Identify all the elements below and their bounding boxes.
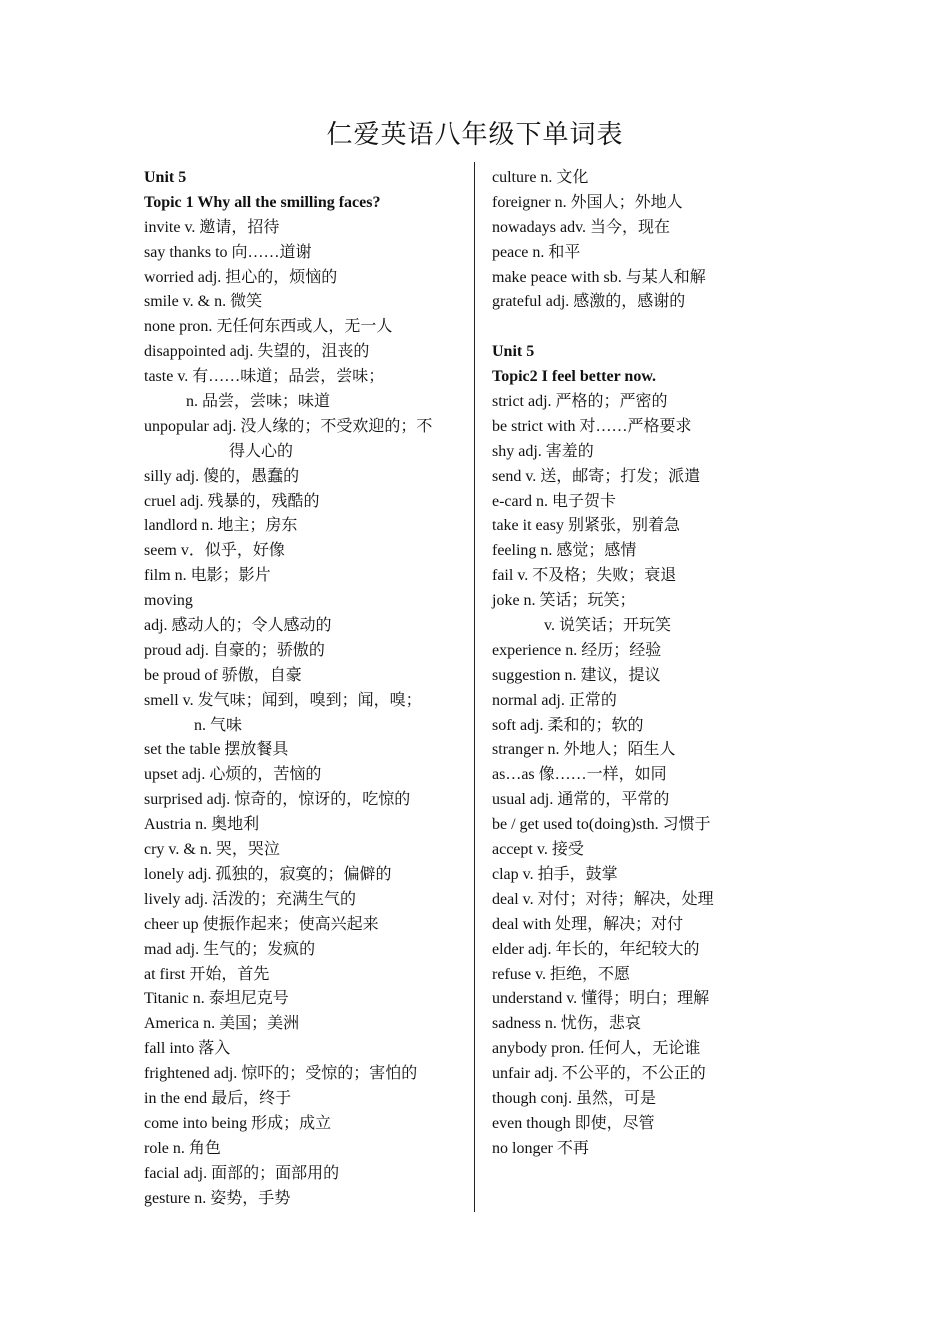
vocab-entry: smile v. & n. 微笑 [144, 293, 263, 311]
vocab-entry: disappointed adj. 失望的，沮丧的 [144, 343, 370, 361]
right-column [492, 166, 792, 1162]
vocab-entry: cheer up 使振作起来；使高兴起来 [144, 915, 379, 933]
column-divider [474, 162, 475, 1212]
vocab-entry: lively adj. 活泼的；充满生气的 [144, 890, 356, 908]
page-title: 仁爱英语八年级下单词表 [326, 120, 624, 150]
vocab-entry: feeling n. 感觉；感情 [492, 542, 637, 560]
vocab-entry: deal v. 对付；对待；解决，处理 [492, 890, 714, 908]
section-heading: Unit 5 [144, 169, 187, 186]
vocab-entry: taste v. 有……味道；品尝，尝味； [144, 368, 385, 386]
vocab-entry: understand v. 懂得；明白；理解 [492, 990, 710, 1008]
blank-line [492, 315, 792, 340]
vocab-entry: unfair adj. 不公平的，不公正的 [492, 1065, 706, 1083]
vocab-entry: n. 气味 [194, 716, 243, 734]
vocab-entry: America n. 美国；美洲 [144, 1015, 300, 1033]
vocab-entry: suggestion n. 建议，提议 [492, 666, 661, 684]
vocab-entry: nowadays adv. 当今，现在 [492, 218, 671, 236]
vocab-entry: make peace with sb. 与某人和解 [492, 268, 706, 286]
vocab-entry: unpopular adj. 没人缘的；不受欢迎的；不 [144, 417, 433, 435]
vocab-entry: stranger n. 外地人；陌生人 [492, 741, 676, 759]
section-heading: Topic 1 Why all the smilling faces? [144, 193, 381, 211]
vocab-entry: frightened adj. 惊吓的；受惊的；害怕的 [144, 1065, 418, 1083]
vocab-entry: 得人心的 [229, 442, 294, 460]
vocab-entry: send v. 送，邮寄；打发；派遣 [492, 467, 701, 485]
vocab-entry: none pron. 无任何东西或人，无一人 [144, 318, 393, 336]
vocab-entry: strict adj. 严格的；严密的 [492, 393, 668, 411]
vocab-entry: cry v. & n. 哭，哭泣 [144, 841, 280, 859]
vocab-entry: seem v．似乎，好像 [144, 542, 285, 560]
vocab-entry: normal adj. 正常的 [492, 691, 617, 709]
vocab-entry: take it easy 别紧张，别着急 [492, 517, 680, 535]
vocab-entry: smell v. 发气味；闻到，嗅到；闻，嗅； [144, 691, 422, 709]
vocab-entry: say thanks to 向……道谢 [144, 243, 312, 261]
vocab-entry: as…as 像……一样，如同 [492, 766, 667, 784]
vocab-entry: no longer 不再 [492, 1139, 589, 1157]
left-column [144, 166, 466, 1211]
vocab-entry: facial adj. 面部的；面部用的 [144, 1164, 340, 1182]
vocab-entry: v. 说笑话；开玩笑 [544, 617, 671, 635]
vocab-entry: silly adj. 傻的，愚蠢的 [144, 467, 300, 485]
vocab-entry: peace n. 和平 [492, 243, 581, 261]
vocab-entry: anybody pron. 任何人，无论谁 [492, 1040, 701, 1058]
vocab-entry: though conj. 虽然，可是 [492, 1089, 656, 1107]
vocab-entry: worried adj. 担心的，烦恼的 [144, 268, 338, 286]
vocab-entry: upset adj. 心烦的，苦恼的 [144, 766, 322, 784]
vocab-entry: film n. 电影；影片 [144, 567, 271, 585]
vocab-entry: deal with 处理，解决；对付 [492, 915, 684, 933]
vocab-entry: grateful adj. 感激的，感谢的 [492, 293, 686, 311]
vocab-entry: adj. 感动人的；令人感动的 [144, 617, 332, 635]
vocab-entry: accept v. 接受 [492, 841, 584, 859]
vocab-entry: role n. 角色 [144, 1139, 221, 1157]
vocab-entry: fall into 落入 [144, 1040, 231, 1058]
vocab-entry: shy adj. 害羞的 [492, 442, 594, 460]
vocab-entry: refuse v. 拒绝，不愿 [492, 965, 631, 983]
vocab-entry: n. 品尝，尝味；味道 [186, 393, 331, 411]
vocab-entry: gesture n. 姿势，手势 [144, 1189, 291, 1207]
section-heading: Topic2 I feel better now. [492, 368, 656, 386]
section-heading: Unit 5 [492, 343, 535, 361]
vocab-entry: fail v. 不及格；失败；衰退 [492, 567, 677, 585]
vocab-entry: foreigner n. 外国人；外地人 [492, 193, 683, 211]
vocab-entry: cruel adj. 残暴的，残酷的 [144, 492, 320, 510]
vocab-entry: invite v. 邀请，招待 [144, 218, 280, 236]
vocab-entry: elder adj. 年长的，年纪较大的 [492, 940, 700, 958]
vocab-entry: culture n. 文化 [492, 169, 589, 186]
vocab-entry: soft adj. 柔和的；软的 [492, 716, 644, 734]
vocab-entry: Austria n. 奥地利 [144, 816, 260, 834]
vocab-entry: come into being 形成；成立 [144, 1114, 332, 1132]
vocab-entry: clap v. 拍手，鼓掌 [492, 865, 618, 883]
vocab-entry: proud adj. 自豪的；骄傲的 [144, 641, 325, 659]
vocab-entry: experience n. 经历；经验 [492, 641, 662, 659]
vocab-entry: mad adj. 生气的；发疯的 [144, 940, 316, 958]
vocab-entry: landlord n. 地主；房东 [144, 517, 298, 535]
vocab-entry: be / get used to(doing)sth. 习惯于 [492, 816, 711, 834]
vocab-entry: be strict with 对……严格要求 [492, 417, 692, 435]
vocab-entry: Titanic n. 泰坦尼克号 [144, 990, 289, 1008]
vocab-entry: set the table 摆放餐具 [144, 741, 289, 759]
vocab-entry: sadness n. 忧伤，悲哀 [492, 1015, 641, 1033]
vocab-entry: lonely adj. 孤独的，寂寞的；偏僻的 [144, 865, 392, 883]
vocab-entry: be proud of 骄傲，自豪 [144, 666, 302, 684]
vocab-entry: joke n. 笑话；玩笑； [492, 592, 636, 610]
vocab-entry: in the end 最后，终于 [144, 1089, 292, 1107]
vocab-entry: surprised adj. 惊奇的，惊讶的，吃惊的 [144, 791, 411, 809]
vocab-entry: at first 开始，首先 [144, 965, 270, 983]
vocab-entry: e-card n. 电子贺卡 [492, 492, 616, 510]
vocab-entry: usual adj. 通常的，平常的 [492, 791, 670, 809]
vocab-entry: even though 即使，尽管 [492, 1114, 655, 1132]
vocab-entry: moving [144, 592, 193, 610]
